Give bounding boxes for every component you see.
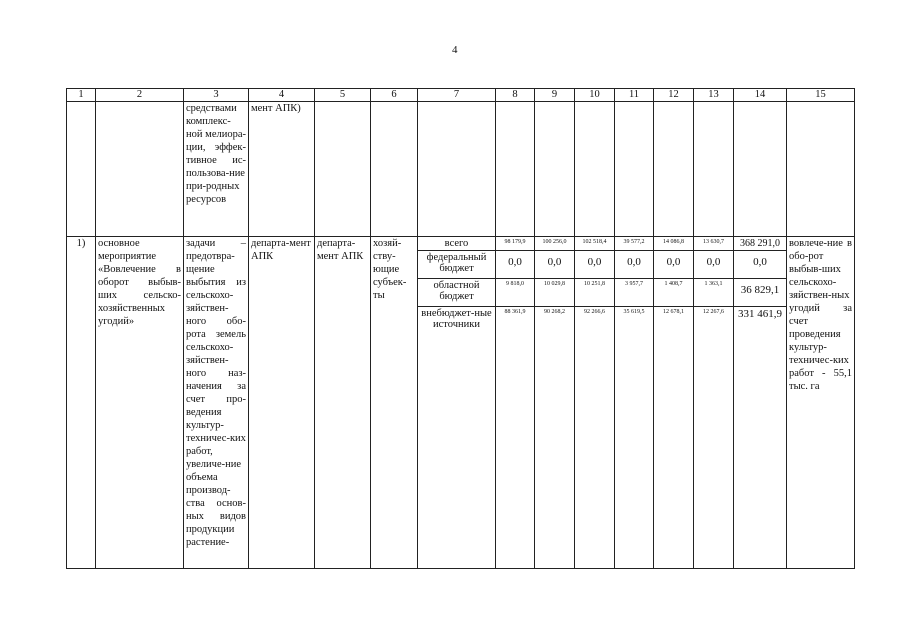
continuation-row — [67, 102, 855, 237]
header-row — [67, 89, 855, 102]
value-cell: 92 266,6 — [584, 309, 605, 315]
value-cell: 0,0 — [615, 251, 653, 279]
header-cell: 7 — [418, 89, 496, 102]
value-cell: 10 251,8 — [575, 279, 614, 307]
main-col3: задачи – предотвра-щение выбытия из сельскохо-зяйствен-ного обо-рота земель сельскохо-зяйствен-ного наз-начения за счет про-ведения культур-техничес-ких работ, увеличе-ние объема производ-ства основ-ных видов продукции растение- — [184, 237, 249, 569]
value-cell: 100 256,0 — [535, 237, 574, 251]
header-cell: 8 — [496, 89, 535, 102]
source-label: всего — [418, 237, 495, 251]
value-cell: 368 291,0 — [734, 237, 786, 251]
value-cell: 0,0 — [654, 251, 693, 279]
main-col2: основное мероприятие «Вовлечение в оборот выбыв-ших сельско-хозяйственных угодий» — [96, 237, 184, 569]
value-cell: 12 678,1 — [663, 309, 684, 315]
header-cell: 13 — [694, 89, 734, 102]
header-cell: 11 — [615, 89, 654, 102]
page-number: 4 — [452, 44, 458, 56]
header-cell: 9 — [535, 89, 575, 102]
value-cell: 90 268,2 — [544, 309, 565, 315]
value-cell: 36 829,1 — [734, 279, 786, 307]
values-col13 — [694, 237, 734, 569]
header-cell: 3 — [184, 89, 249, 102]
value-cell: 14 086,8 — [654, 237, 693, 251]
values-col8 — [496, 237, 535, 569]
value-cell: 1 363,1 — [694, 279, 733, 307]
value-cell: 0,0 — [535, 251, 574, 279]
value-cell: 0,0 — [496, 251, 534, 279]
header-cell: 10 — [575, 89, 615, 102]
main-col5: департа-мент АПК — [315, 237, 371, 569]
header-cell: 14 — [734, 89, 787, 102]
value-cell: 9 818,0 — [496, 279, 534, 307]
main-col1: 1) — [67, 237, 96, 569]
header-cell: 6 — [371, 89, 418, 102]
header-cell: 12 — [654, 89, 694, 102]
value-cell: 0,0 — [575, 251, 614, 279]
source-label: внебюджет-ные источники — [421, 308, 492, 330]
value-cell: 35 619,5 — [623, 309, 645, 315]
value-cell: 102 518,4 — [575, 237, 614, 251]
values-col14 — [734, 237, 787, 569]
value-cell: 0,0 — [694, 251, 733, 279]
main-col15: вовлече-ние в обо-рот выбыв-ших сельскохо-зяйствен-ных угодий за счет проведения культур-техничес-ких работ - 55,1 тыс. га — [787, 237, 855, 569]
source-label: областной бюджет — [418, 279, 495, 307]
header-cell: 4 — [249, 89, 315, 102]
value-cell: 88 361,9 — [504, 309, 526, 315]
value-cell: 10 029,8 — [535, 279, 574, 307]
sources-cell — [418, 237, 496, 569]
source-label: федеральный бюджет — [418, 251, 495, 279]
values-col11 — [615, 237, 654, 569]
values-col9 — [535, 237, 575, 569]
main-row — [67, 237, 855, 569]
header-cell: 1 — [67, 89, 96, 102]
header-cell: 2 — [96, 89, 184, 102]
values-col12 — [654, 237, 694, 569]
header-cell: 15 — [787, 89, 855, 102]
main-col6: хозяй-ству-ющие субъек-ты — [371, 237, 418, 569]
value-cell: 331 461,9 — [738, 308, 782, 320]
header-cell: 5 — [315, 89, 371, 102]
program-table — [66, 88, 855, 569]
value-cell: 0,0 — [734, 251, 786, 279]
value-cell: 12 267,6 — [703, 309, 724, 315]
main-col4: департа-мент АПК — [249, 237, 315, 569]
value-cell: 1 408,7 — [654, 279, 693, 307]
cont-col3: средствами комплекс-ной мелиора-ции, эффек-тивное ис-пользова-ние при-родных ресурсов — [184, 102, 249, 237]
value-cell: 13 630,7 — [694, 237, 733, 251]
cont-col4: мент АПК) — [249, 102, 315, 237]
value-cell: 39 577,2 — [615, 237, 653, 251]
value-cell: 3 957,7 — [615, 279, 653, 307]
values-col10 — [575, 237, 615, 569]
value-cell: 98 179,9 — [496, 237, 534, 251]
